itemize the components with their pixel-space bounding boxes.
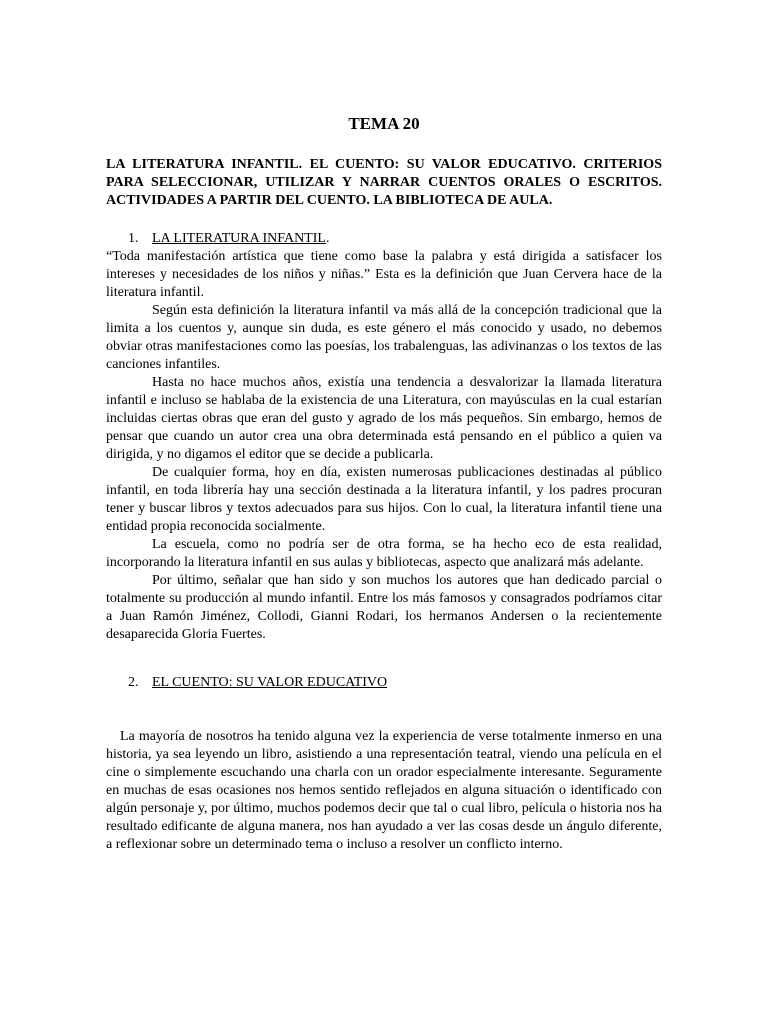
section-2-title: EL CUENTO: SU VALOR EDUCATIVO bbox=[152, 675, 388, 690]
section-2-number: 2. bbox=[128, 675, 139, 690]
section-2-heading bbox=[106, 674, 662, 692]
section-1-title: LA LITERATURA INFANTIL bbox=[152, 231, 326, 246]
section-1-paragraph: De cualquier forma, hoy en día, existen numerosas publicaciones destinadas al público infantil, en toda librería hay una sección destinada a la literatura infantil, y los padres procuran tener y buscar libros y textos adecuados para sus hijos. Con lo cual, la literatura infantil tiene una entidad propia reconocida socialmente. bbox=[106, 465, 662, 534]
spacer bbox=[106, 644, 662, 674]
section-1-title-suffix: . bbox=[325, 231, 330, 246]
section-2-paragraph: La mayoría de nosotros ha tenido alguna vez la experiencia de verse totalmente inmerso en una historia, ya sea leyendo un libro, asistiendo a una representación teatral, viendo una película en el cine o simplemente escuchando una charla con un orador especialmente interesante. Seguramente en muchas de esas ocasiones nos hemos sentido reflejados en alguna situación o identificado con algún personaje y, por último, muchos podemos decir que tal o cual libro, película o historia nos ha resultado edificante de alguna manera, nos han ayudado a ver las cosas desde un ángulo diferente, a reflexionar sobre un determinado tema o incluso a resolver un conflicto interno. bbox=[106, 729, 662, 852]
document-title: TEMA 20 bbox=[348, 114, 420, 133]
section-1-paragraph: Hasta no hace muchos años, existía una tendencia a desvalorizar la llamada literatura infantil e incluso se hablaba de la existencia de una Literatura, con mayúsculas en la cual estarían incluidas ciertas obras que eran del gusto y agrado de los más pequeños. Sin embargo, hemos de pensar que cuando un autor crea una obra determinada está pensando en el público a quien va dirigida, y no digamos el editor que se decide a publicarla. bbox=[106, 375, 662, 462]
section-1-paragraph: La escuela, como no podría ser de otra forma, se ha hecho eco de esta realidad, incorporando la literatura infantil en sus aulas y bibliotecas, aspecto que analizará más adelante. bbox=[106, 537, 662, 570]
section-1-paragraph: “Toda manifestación artística que tiene como base la palabra y está dirigida a satisfacer los intereses y necesidades de los niños y niñas.” Esta es la definición que Juan Cervera hace de la literatura infantil. bbox=[106, 249, 662, 300]
document-subtitle: LA LITERATURA INFANTIL. EL CUENTO: SU VALOR EDUCATIVO. CRITERIOS PARA SELECCIONAR, UTILIZAR Y NARRAR CUENTOS ORALES O ESCRITOS. ACTIVIDADES A PARTIR DEL CUENTO. LA BIBLIOTECA DE AULA. bbox=[106, 157, 662, 208]
section-1-heading bbox=[106, 230, 662, 248]
section-1-paragraph: Por último, señalar que han sido y son muchos los autores que han dedicado parcial o totalmente su producción al mundo infantil. Entre los más famosos y consagrados podríamos citar a Juan Ramón Jiménez, Collodi, Gianni Rodari, los hermanos Andersen o la recientemente desaparecida Gloria Fuertes. bbox=[106, 573, 662, 642]
section-1-number: 1. bbox=[128, 231, 139, 246]
section-1-paragraph: Según esta definición la literatura infantil va más allá de la concepción tradicional que la limita a los cuentos y, aunque sin duda, es este género el más conocido y usado, no debemos obviar otras manifestaciones como las poesías, los trabalenguas, las adivinanzas o los textos de las canciones infantiles. bbox=[106, 303, 662, 372]
spacer bbox=[106, 692, 662, 728]
